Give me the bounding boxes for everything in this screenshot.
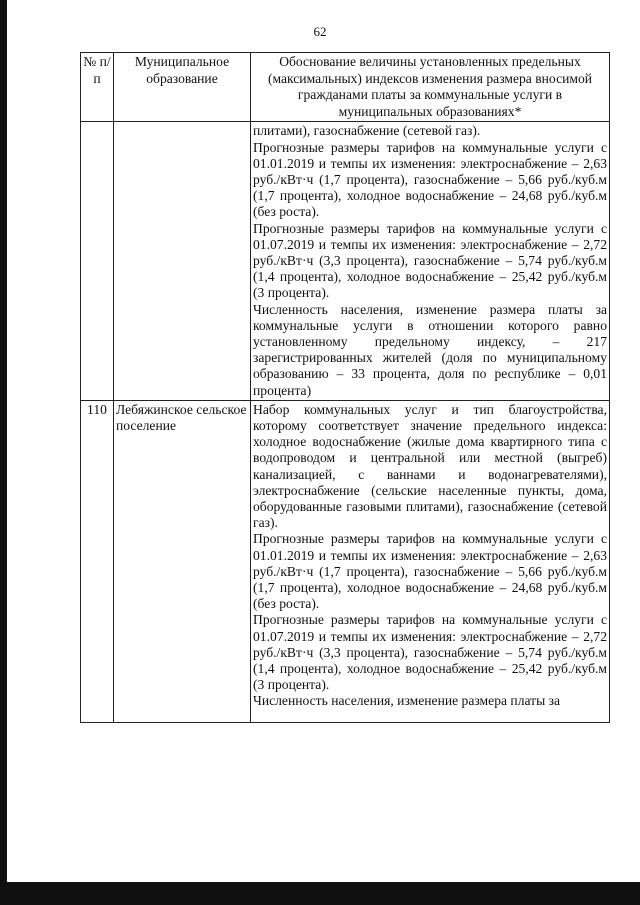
paragraph: Прогнозные размеры тарифов на коммунальные услуги с 01.01.2019 и темпы их изменения: электроснабжение – 2,63 руб./кВт·ч (1,7 процента), газоснабжение – 5,66 руб./куб.м (1,7 процента), холодное водоснабжение – 24,68 руб./куб.м (без роста). (253, 531, 607, 612)
table-row (81, 122, 610, 400)
row-justification (251, 122, 610, 400)
row-num (81, 122, 114, 400)
scan-edge-left (0, 0, 7, 905)
paragraph: Численность населения, изменение размера платы за коммунальные услуги в отношении которого равно установленному предельному индексу, – 217 зарегистрированных жителей (доля по муниципальному образованию – 33 процента, доля по республике – 0,01 процента) (253, 301, 607, 398)
paragraph: плитами), газоснабжение (сетевой газ). (253, 123, 481, 139)
header-municipality: Муниципальное образование (114, 53, 251, 122)
row-municipality (114, 122, 251, 400)
paragraph: Численность населения, изменение размера платы за (253, 693, 561, 709)
page-number: 62 (313, 24, 327, 39)
row-municipality: Лебяжинское сельское поселение (114, 400, 251, 723)
header-num: № п/п (81, 53, 114, 122)
row-num: 110 (81, 400, 114, 723)
table-row (81, 400, 610, 723)
header-justification: Обоснование величины установленных предельных (максимальных) индексов изменения размера вносимой гражданами платы за коммунальные услуги в муниципальных образованиях* (251, 53, 610, 122)
scan-edge-bottom (0, 882, 640, 905)
paragraph: Прогнозные размеры тарифов на коммунальные услуги с 01.07.2019 и темпы их изменения: электроснабжение – 2,72 руб./кВт·ч (3,3 процента), газоснабжение – 5,74 руб./куб.м (1,4 процента), холодное водоснабжение – 25,42 руб./куб.м (3 процента). (253, 612, 607, 693)
row-justification (251, 400, 610, 723)
paragraph: Набор коммунальных услуг и тип благоустройства, которому соответствует значение предельного индекса: холодное водоснабжение (жилые дома квартирного типа с водопроводом и центральной или местной (выгреб) канализацией, с ваннами и водонагревателями), электроснабжение (сельские населенные пункты, дома, оборудованные газовыми плитами), газоснабжение (сетевой газ). (253, 401, 607, 531)
paragraph: Прогнозные размеры тарифов на коммунальные услуги с 01.07.2019 и темпы их изменения: электроснабжение – 2,72 руб./кВт·ч (3,3 процента), газоснабжение – 5,74 руб./куб.м (1,4 процента), холодное водоснабжение – 25,42 руб./куб.м (3 процента). (253, 220, 607, 301)
paragraph: Прогнозные размеры тарифов на коммунальные услуги с 01.01.2019 и темпы их изменения: электроснабжение – 2,63 руб./кВт·ч (1,7 процента), газоснабжение – 5,66 руб./куб.м (1,7 процента), холодное водоснабжение – 24,68 руб./куб.м (без роста). (253, 139, 607, 220)
table-header-row (81, 53, 610, 122)
tariff-table (80, 52, 610, 723)
